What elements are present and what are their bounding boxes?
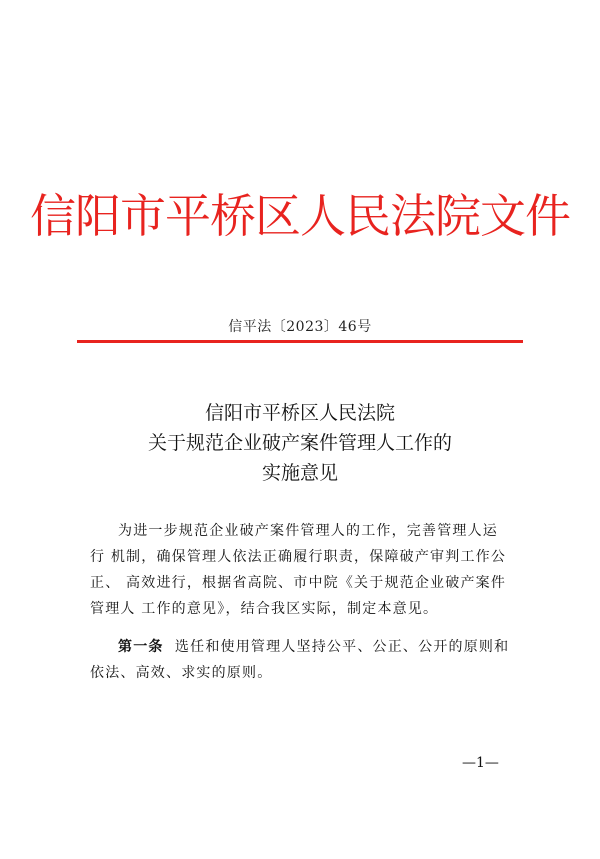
document-number: 信平法〔2023〕46号: [228, 319, 372, 335]
preamble-line-3: 正、 高效进行，根据省高院、市中院《关于规范企业破产案件: [90, 575, 507, 591]
page-number: —1—: [462, 755, 499, 771]
article-one-line-2: 依法、高效、求实的原则。: [90, 665, 273, 681]
preamble-line-4: 管理人 工作的意见》，结合我区实际，制定本意见。: [90, 601, 439, 617]
issuer-header-title: 信阳市平桥区人民法院文件: [30, 189, 570, 243]
title-line-3: 实施意见: [261, 462, 338, 484]
article-one-label: 第一条: [118, 639, 164, 655]
article-one-paragraph: [90, 634, 530, 686]
article-one-line-1: [90, 634, 530, 660]
title-line-1: 信阳市平桥区人民法院: [204, 402, 395, 424]
preamble-line-2: 行 机制，确保管理人依法正确履行职责，保障破产审判工作公: [90, 549, 507, 565]
preamble-line-1: 为进一步规范企业破产案件管理人的工作，完善管理人运: [118, 523, 498, 539]
title-line-2: 关于规范企业破产案件管理人工作的: [147, 432, 452, 454]
article-one-text-1: 选任和使用管理人坚持公平、公正、公开的原则和: [174, 639, 510, 655]
preamble-paragraph: [90, 518, 530, 622]
red-divider-line: [77, 340, 523, 343]
document-title: [0, 398, 600, 488]
